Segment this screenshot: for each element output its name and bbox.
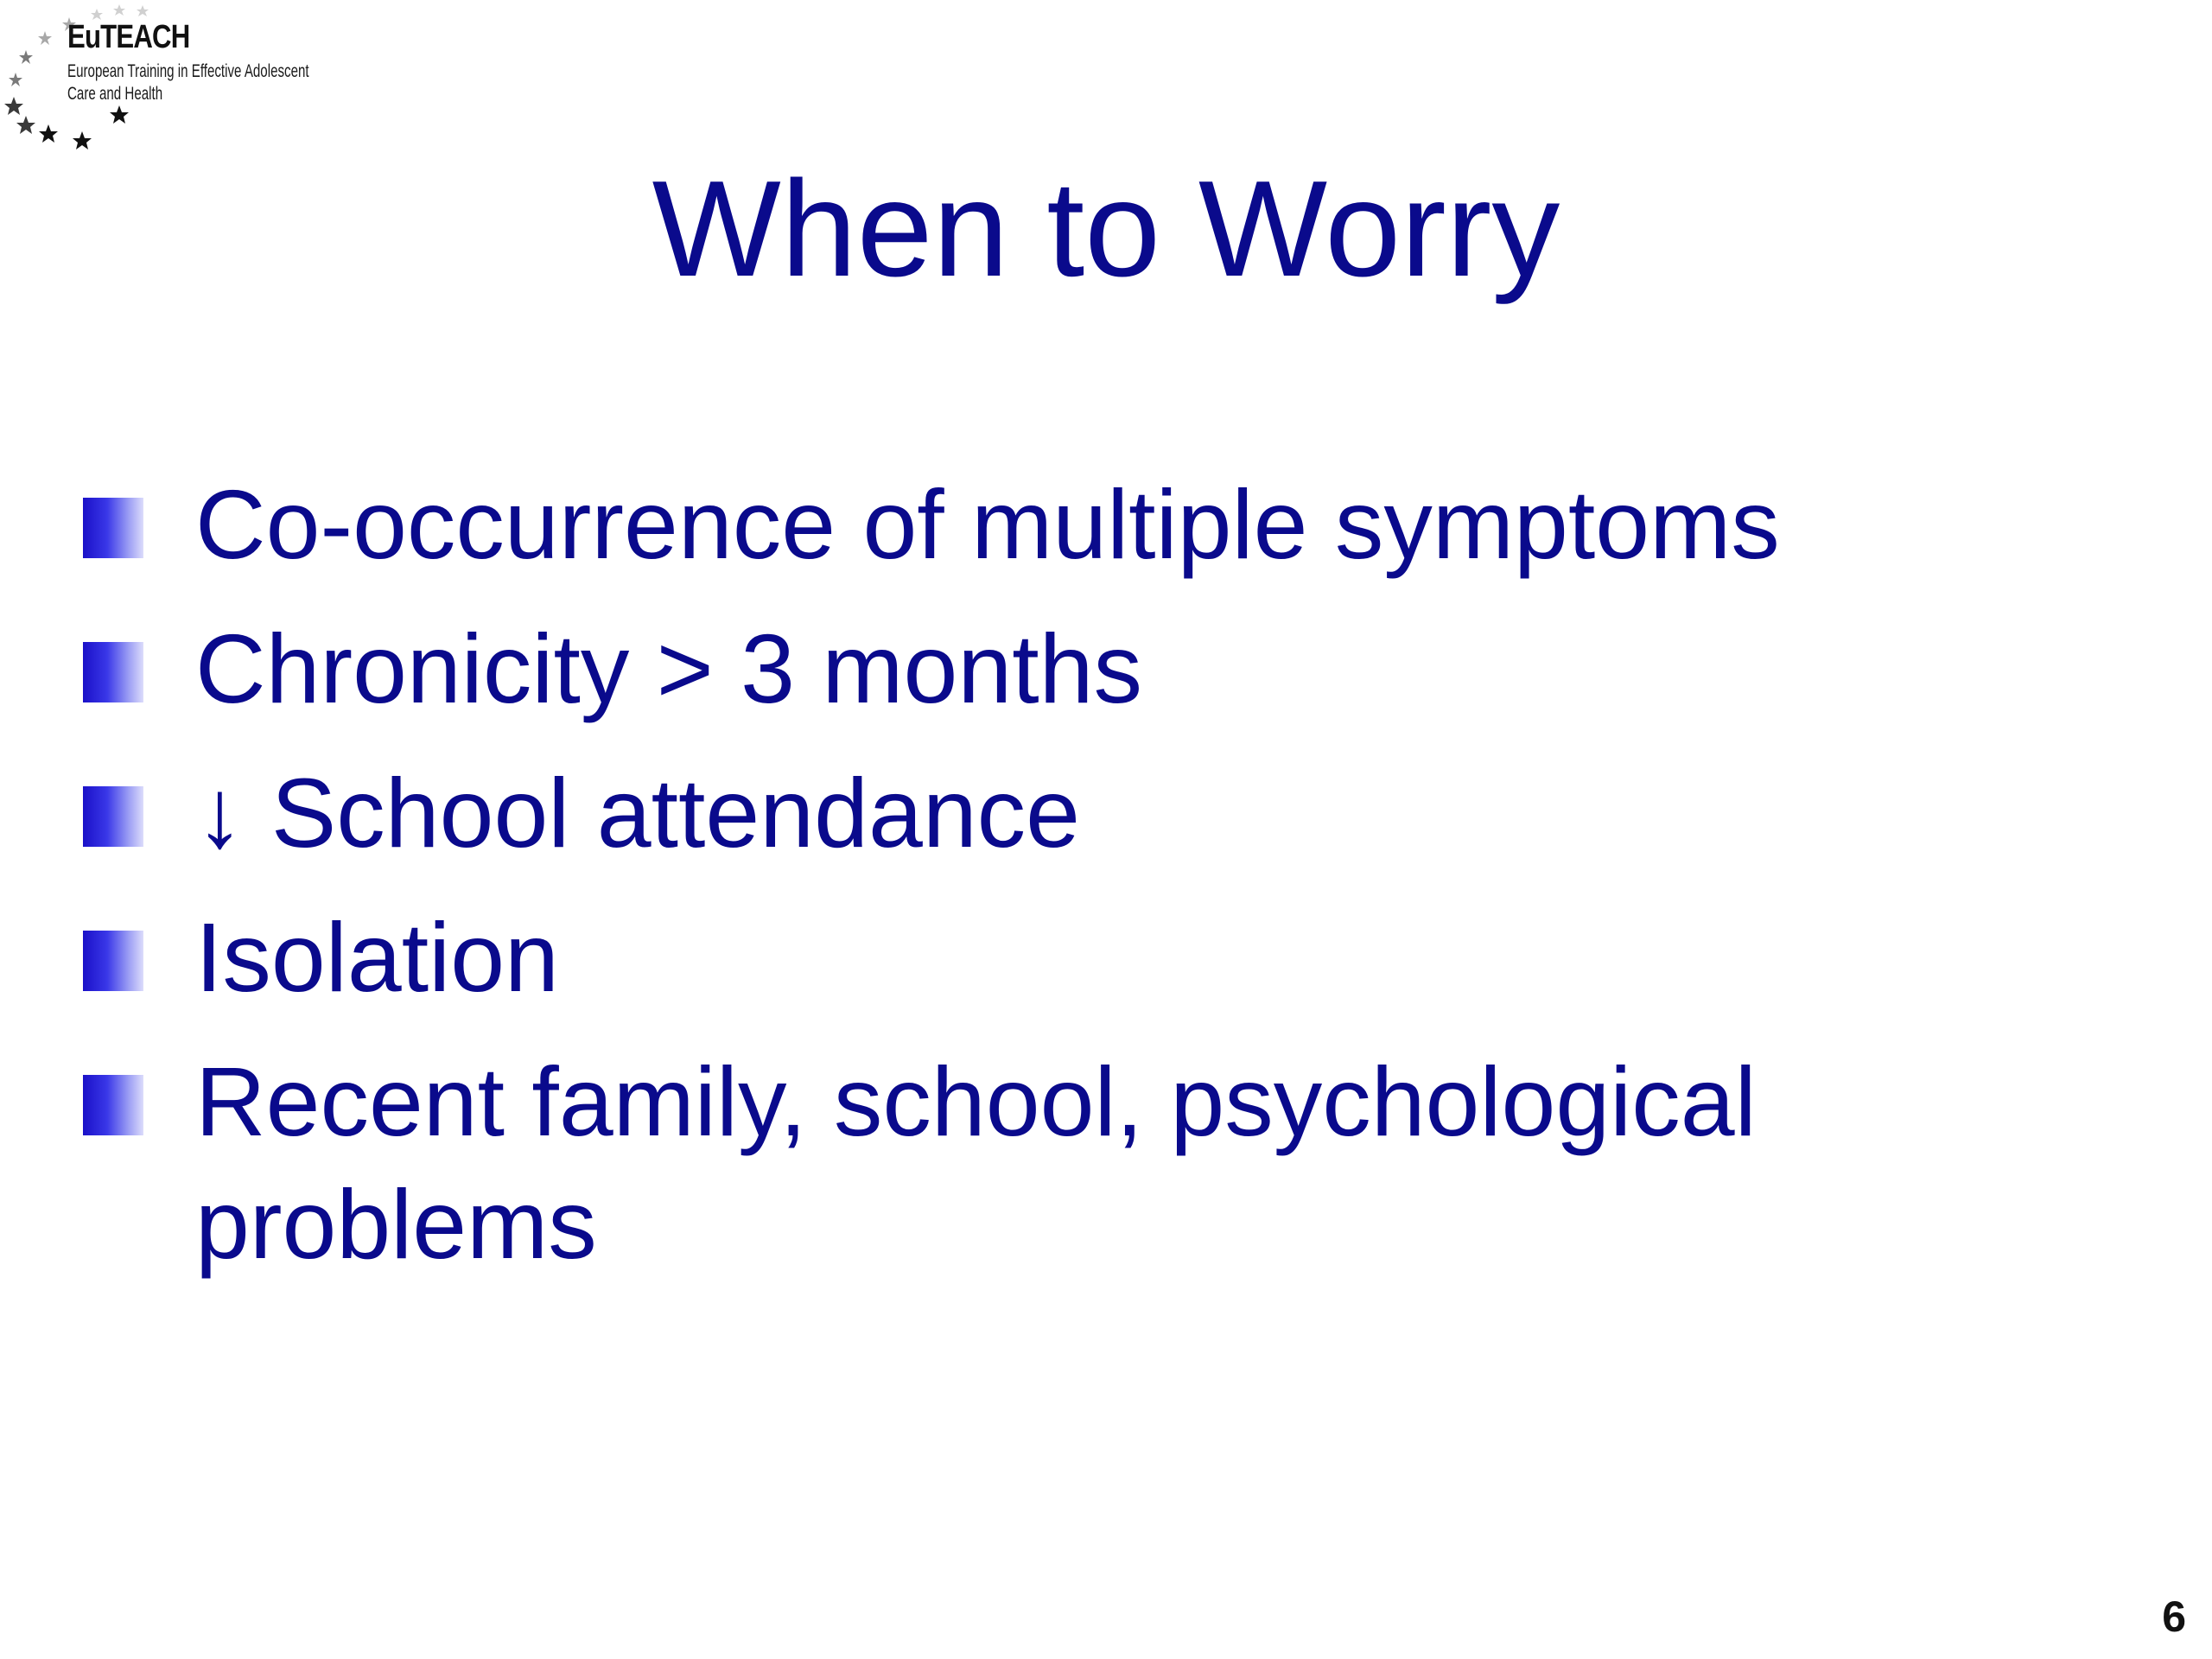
bullet-text: ↓ School attendance — [195, 759, 1081, 868]
bullet-text: Isolation — [195, 903, 559, 1012]
bullet-text: Co-occurrence of multiple symptoms — [195, 470, 1780, 579]
logo-tagline-line1: European Training in Effective Adolescent — [67, 61, 309, 81]
bullet-marker — [83, 786, 143, 847]
bullet-marker — [83, 931, 143, 991]
page-number: 6 — [2162, 1592, 2186, 1641]
bullet-text: Recent family, school, psychological — [195, 1047, 1757, 1156]
bullet-text: Chronicity > 3 months — [195, 614, 1142, 723]
logo-name: EuTEACH — [67, 19, 190, 55]
slide-title: When to Worry — [652, 153, 1560, 305]
bullet-text-continuation: problems — [195, 1170, 597, 1279]
bullet-marker — [83, 498, 143, 558]
bullet-marker — [83, 1075, 143, 1135]
bullet-marker — [83, 642, 143, 702]
logo-tagline-line2: Care and Health — [67, 84, 163, 104]
